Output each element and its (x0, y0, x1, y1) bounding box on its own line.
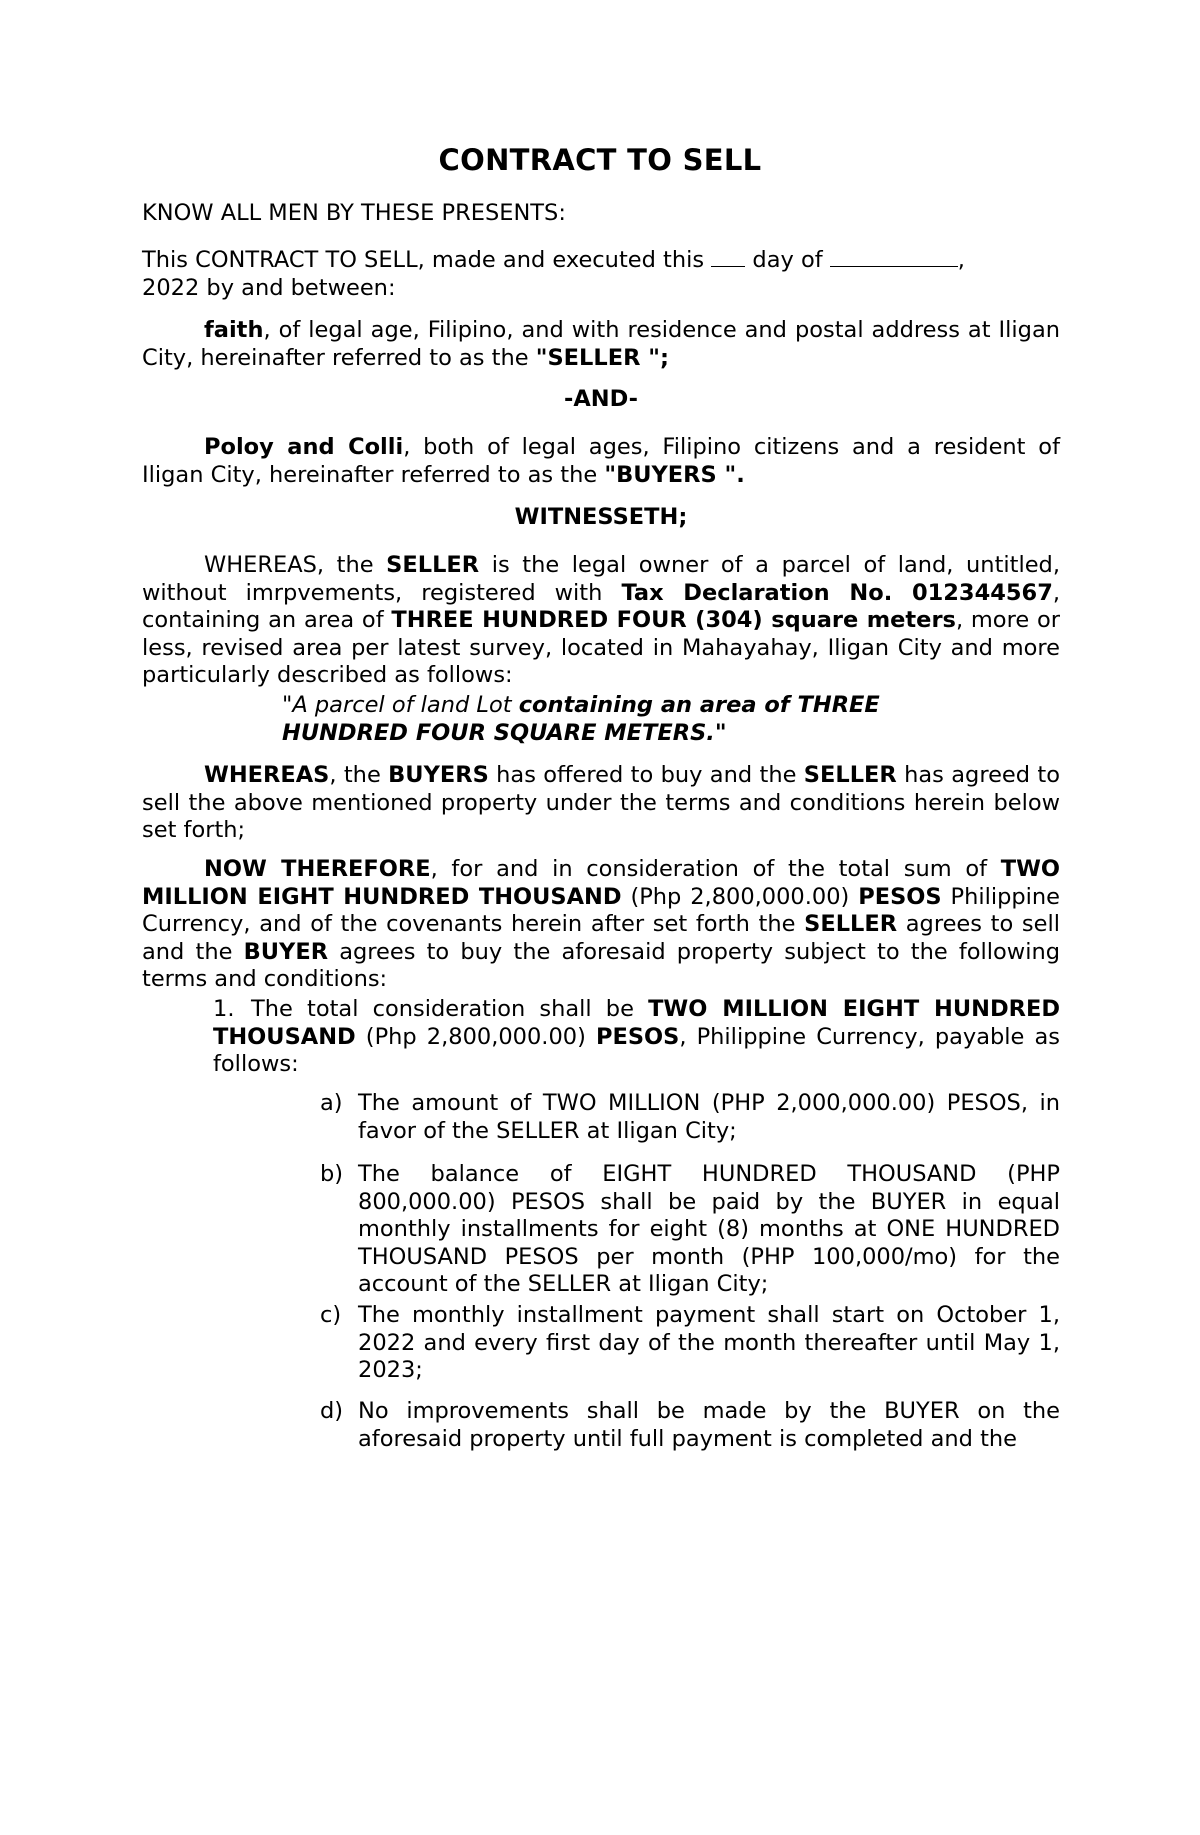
whereas2-text-2: has offered to buy and the (488, 762, 804, 788)
day-blank (711, 246, 745, 267)
term-1-amount-words: TWO MILLION EIGHT HUNDRED THOUSAND (213, 996, 1060, 1050)
whereas2-text-3: has agreed to sell the above mentioned property under the terms and conditions herein below set forth; (142, 762, 1060, 843)
term-1-pesos: PESOS (595, 1023, 680, 1050)
subterm-b-text: The balance of EIGHT HUNDRED THOUSAND (PHP 800,000.00) PESOS shall be paid by the BUYER in equal monthly installments for eight (8) months at ONE HUNDRED THOUSAND PESOS per month (PHP 100,000/mo) for the account of the SELLER at Iligan City; (358, 1161, 1060, 1297)
buyer-party-paragraph (142, 434, 1060, 489)
now-therefore-seller: SELLER (804, 911, 898, 937)
intro-text-2: day of (752, 247, 823, 273)
intro-text-4: 2022 by and between: (142, 274, 396, 301)
whereas1-text-2: is the legal owner of a parcel of land, untitled, without imrpvements, registered with (142, 552, 1060, 606)
whereas2-whereas: WHEREAS (204, 762, 330, 788)
whereas1-text-1: WHEREAS, the (204, 552, 387, 578)
subterm-d-text: No improvements shall be made by the BUYER on the aforesaid property until full payment is completed and the (358, 1398, 1060, 1452)
whereas-offer-paragraph (142, 762, 1060, 845)
term-1-number: 1. (213, 996, 235, 1022)
intro-paragraph (142, 246, 1060, 302)
document-title: CONTRACT TO SELL (438, 143, 762, 177)
subterm-c-text: The monthly installment payment shall start on October 1, 2022 and every first day of the month thereafter until May 1, 2023; (358, 1302, 1060, 1383)
term-1-text-1: The total consideration shall be (251, 996, 649, 1022)
subterm-d-label: d) (320, 1398, 344, 1424)
subterm-c-label: c) (320, 1302, 342, 1328)
seller-label: "SELLER "; (535, 344, 669, 371)
now-therefore-text-4: agrees to sell and the (142, 911, 1060, 965)
total-amount-words: TWO MILLION EIGHT HUNDRED THOUSAND (142, 856, 1061, 910)
witnesseth-heading (142, 504, 1060, 532)
subterm-b (320, 1161, 1060, 1299)
buyer-description: , both of legal ages, Filipino citizens and a resident of Iligan City, hereinafter referred to as the (142, 434, 1060, 488)
whereas2-text-1: , the (329, 762, 389, 788)
subterm-c (320, 1302, 1060, 1385)
witnesseth-text: WITNESSETH; (514, 504, 688, 530)
subterm-a (320, 1090, 1060, 1145)
whereas1-text-4: , more or less, revised area per latest survey, located in Mahayahay, Iligan City and more particularly described as follows: (142, 607, 1060, 688)
pesos-label: PESOS (858, 883, 942, 910)
seller-party-paragraph (142, 317, 1060, 372)
seller-description: , of legal age, Filipino, and with residence and postal address at Iligan City, hereinafter referred to as the (142, 317, 1060, 371)
now-therefore-text-5: agrees to buy the aforesaid property subject to the following terms and conditions: (142, 938, 1061, 992)
term-1-paragraph (213, 996, 1060, 1079)
term-1-amount-figures: (Php 2,800,000.00) (355, 1023, 596, 1050)
whereas1-seller: SELLER (386, 552, 480, 578)
subterm-a-label: a) (320, 1090, 343, 1116)
land-area: THREE HUNDRED FOUR (304) square meters (391, 607, 956, 633)
now-therefore-buyer: BUYER (243, 938, 329, 965)
term-1-text-3: , Philippine Currency, payable as follows: (213, 1023, 1060, 1077)
buyer-name: Poloy and Colli (204, 434, 404, 460)
now-therefore-text-1: , for and in consideration of the total sum of (430, 856, 1001, 882)
opening-line: KNOW ALL MEN BY THESE PRESENTS: (142, 200, 566, 226)
now-therefore: NOW THEREFORE (204, 856, 431, 882)
quote-bold-text: containing an area of THREE HUNDRED FOUR SQUARE METERS." (282, 692, 880, 746)
whereas2-seller: SELLER (803, 762, 897, 788)
quote-text: "A parcel of land Lot (282, 692, 519, 718)
subterm-d (320, 1398, 1060, 1453)
intro-text-1: This CONTRACT TO SELL, made and executed this (142, 247, 705, 273)
now-therefore-paragraph (142, 856, 1060, 994)
now-therefore-text-3: Philippine Currency, and of the covenants herein after set forth the (142, 883, 1061, 937)
intro-text-3: , (957, 247, 965, 273)
subterm-b-label: b) (320, 1161, 344, 1187)
whereas-ownership-paragraph (142, 552, 1060, 690)
whereas1-text-3: , containing an area of (142, 579, 1061, 633)
month-blank (830, 246, 958, 267)
and-separator-text: -AND- (563, 386, 638, 412)
buyer-label: "BUYERS ". (604, 461, 745, 488)
property-description-quote (282, 692, 982, 747)
seller-name: faith (204, 317, 264, 343)
subterm-a-text: The amount of TWO MILLION (PHP 2,000,000.00) PESOS, in favor of the SELLER at Iligan City; (358, 1090, 1060, 1144)
total-amount-figures: (Php 2,800,000.00) (621, 883, 859, 910)
tax-declaration: Tax Declaration No. 012344567 (621, 579, 1053, 606)
and-separator (142, 386, 1060, 414)
whereas2-buyers: BUYERS (388, 762, 489, 788)
